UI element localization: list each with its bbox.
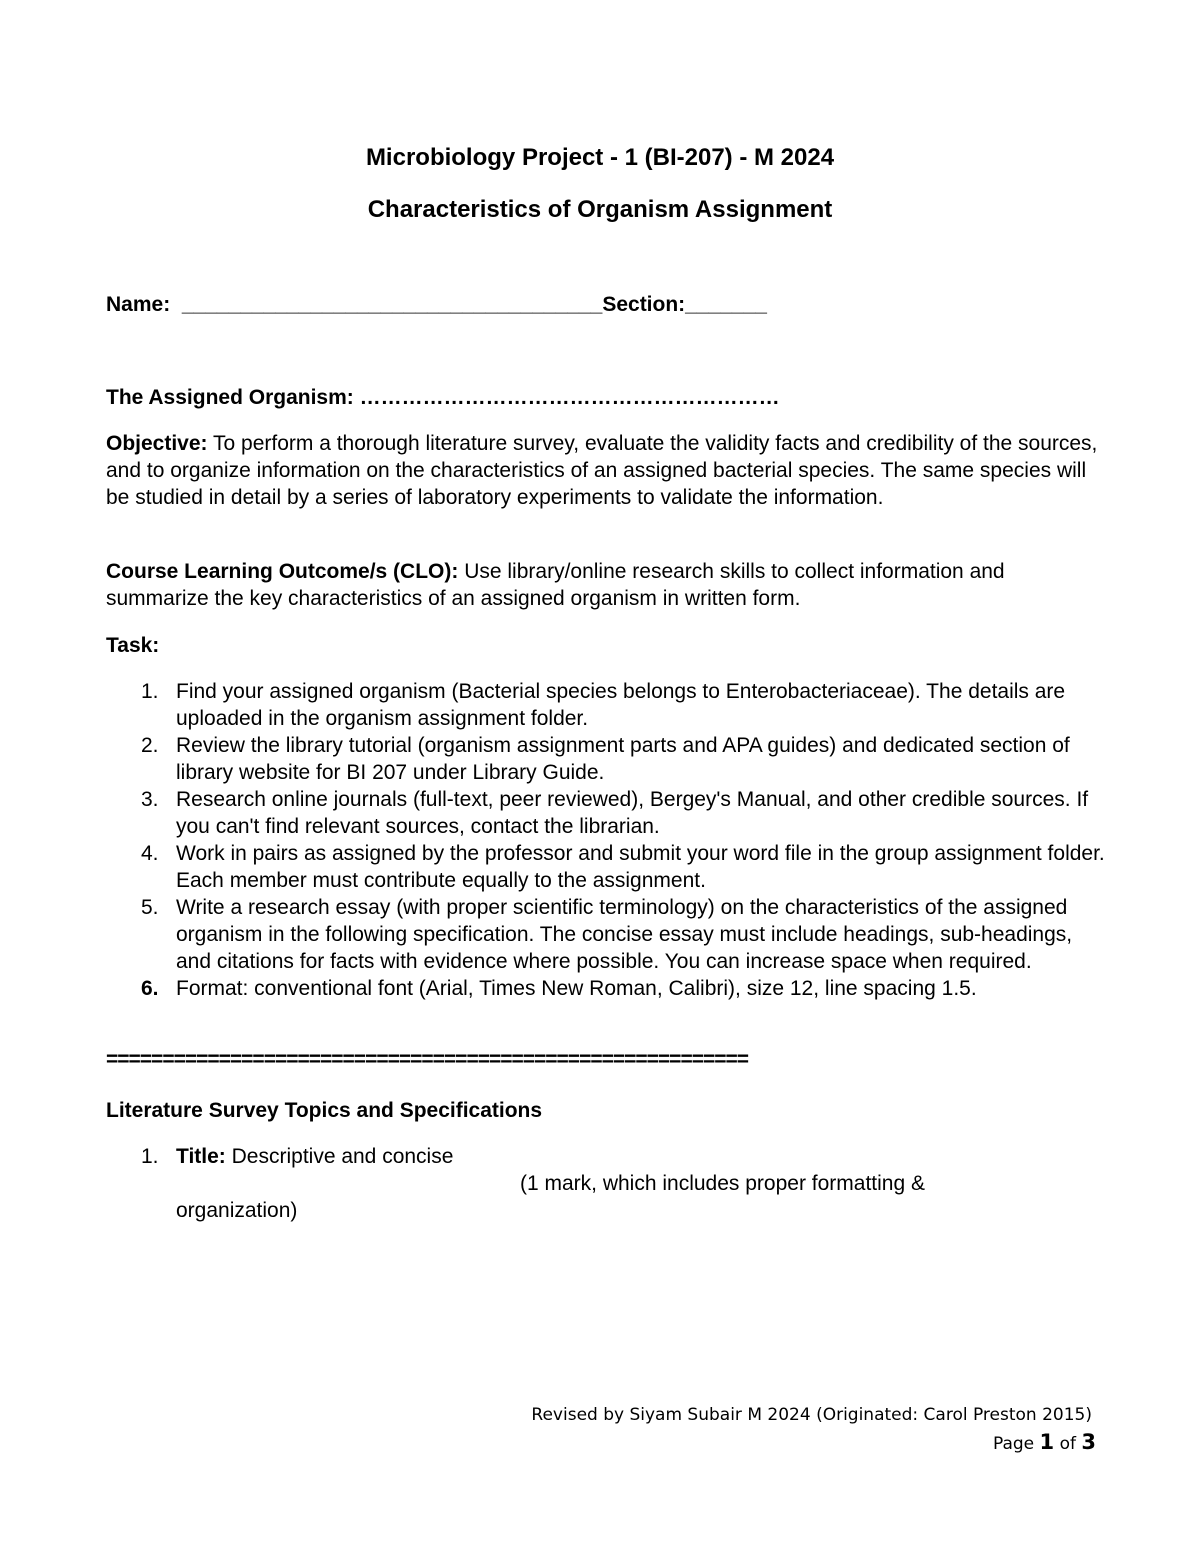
list-item [106,840,1106,894]
clo-paragraph [106,558,1106,612]
clo-label: Course Learning Outcome/s (CLO): [106,560,459,583]
list-item-number: 4. [141,842,159,865]
list-item-text: Review the library tutorial (organism assignment parts and APA guides) and dedicated section of library website for BI 207 under Library Guide. [176,734,1070,784]
revision-note: Revised by Siyam Subair M 2024 (Originated: Carol Preston 2015) [531,1405,1092,1425]
list-item-number: 5. [141,896,159,919]
list-item [106,732,1106,786]
task-heading: Task: [106,634,160,657]
current-page: 1 [1039,1430,1055,1454]
list-item-number: 1. [141,680,159,703]
list-item-number: 3. [141,788,159,811]
total-pages: 3 [1081,1430,1096,1454]
assigned-organism-row [106,384,780,411]
clo-text: Use library/online research skills to collect information and summarize the key characteristics of an assigned organism in written form. [106,560,1005,610]
list-item-text: Write a research essay (with proper scientific terminology) on the characteristics of the assigned organism in the following specification. The concise essay must include headings, sub-headings, and citations for facts with evidence where possible. You can increase space when required. [176,896,1073,973]
assigned-organism-label: The Assigned Organism: [106,386,354,409]
section-blank-line: _______ [685,293,767,316]
objective-text: To perform a thorough literature survey, evaluate the validity facts and credibility of the sources, and to organize information on the characteristics of an assigned bacterial species. The same species will be studied in detail by a series of laboratory experiments to validate the information. [106,432,1098,509]
list-item [106,1143,1106,1224]
spec-title-label: Title: [176,1145,226,1168]
section-divider: ========================================================= [106,1048,749,1071]
objective-paragraph [106,430,1106,511]
spec-mark-text: (1 mark, which includes proper formatting & [520,1172,925,1195]
list-item [106,786,1106,840]
name-blank-line: ____________________________________ [181,293,603,316]
list-item [106,975,1106,1002]
literature-survey-heading: Literature Survey Topics and Specifications [106,1099,543,1122]
of-word: of [1059,1434,1076,1454]
name-label: Name: [106,293,171,316]
spec-title-text: Descriptive and concise [225,1145,454,1168]
task-list [106,678,1106,1002]
name-section-row [106,291,767,318]
list-item-text: Find your assigned organism (Bacterial species belongs to Enterobacteriaceae). The details are uploaded in the organism assignment folder. [176,680,1066,730]
spec-mark-continuation: organization) [176,1199,298,1222]
objective-label: Objective: [106,432,208,455]
page-number [993,1430,1096,1456]
page-subtitle: Characteristics of Organism Assignment [367,196,833,223]
list-item-number: 1. [141,1145,159,1168]
assigned-organism-dots: …………………………………………………… [353,386,780,409]
specification-list [106,1143,1106,1224]
page-word: Page [992,1434,1035,1454]
list-item-text: Research online journals (full-text, peer reviewed), Bergey's Manual, and other credible sources. If you can't find relevant sources, contact the librarian. [176,788,1089,838]
list-item [106,894,1106,975]
section-label: Section: [602,293,686,316]
list-item [106,678,1106,732]
list-item-text: Work in pairs as assigned by the professor and submit your word file in the group assignment folder. Each member must contribute equally to the assignment. [176,842,1105,892]
page-title: Microbiology Project - 1 (BI-207) - M 2024 [365,144,835,171]
list-item-number: 2. [141,734,159,757]
list-item-number: 6. [141,977,159,1000]
list-item-text: Format: conventional font (Arial, Times New Roman, Calibri), size 12, line spacing 1.5. [176,977,977,1000]
